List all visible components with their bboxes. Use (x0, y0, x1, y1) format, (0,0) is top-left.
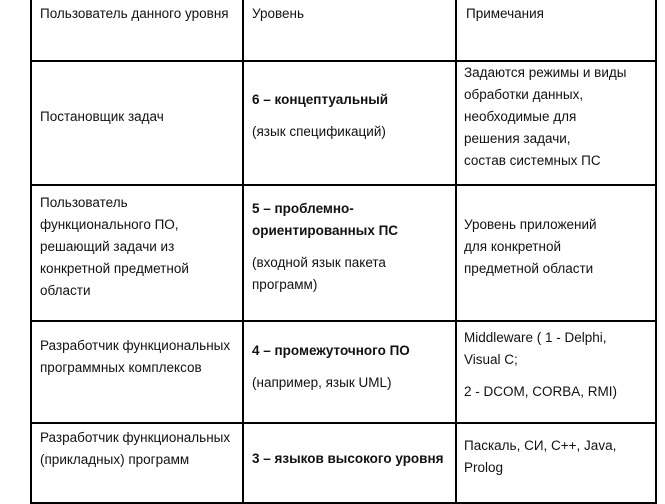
note-line: необходимые для (464, 109, 577, 124)
row-2-notes (464, 214, 654, 280)
row-2-user: Пользователь функционального ПО, решающий задачи из конкретной предметной области (40, 195, 189, 298)
note-line: Visual C; (464, 352, 518, 367)
grid-line (30, 502, 656, 504)
header-level: Уровень (252, 6, 305, 21)
header-user: Пользователь данного уровня (40, 6, 229, 21)
level-title: 4 – промежуточного ПО (252, 343, 410, 358)
row-1-user: Постановщик задач (40, 109, 164, 124)
note-line: для конкретной (464, 239, 561, 254)
note-line: состав системных ПС (464, 153, 601, 168)
row-3-user: Разработчик функциональных программных комплексов (40, 338, 231, 375)
note-line: обработки данных, (464, 87, 584, 102)
row-2-level (252, 198, 422, 296)
grid-line (30, 0, 32, 504)
row-1-notes (464, 62, 654, 172)
note-line: 2 - DCOM, CORBA, RMI) (464, 384, 618, 399)
row-3-notes (464, 327, 654, 403)
level-title: 6 – концептуальный (252, 92, 389, 107)
level-note: (язык спецификаций) (252, 124, 386, 139)
level-title: 5 – проблемно-ориентированных ПС (252, 201, 399, 238)
note-line: Prolog (464, 460, 504, 475)
grid-line (455, 0, 457, 504)
note-line: Задаются режимы и виды (464, 65, 627, 80)
row-4-level (252, 448, 452, 470)
grid-line (30, 184, 656, 186)
note-line: Middleware ( 1 - Delphi, (464, 330, 607, 345)
note-line: Уровень приложений (464, 217, 597, 232)
level-note: (например, язык UML) (252, 375, 392, 390)
grid-line (30, 422, 656, 424)
row-4-notes (464, 435, 654, 479)
grid-line (242, 0, 244, 504)
header-notes: Примечания (466, 6, 544, 21)
row-3-level (252, 340, 447, 394)
level-title: 3 – языков высокого уровня (252, 451, 444, 466)
note-line: предметной области (464, 261, 594, 276)
row-4-user: Разработчик функциональных (прикладных) программ (40, 430, 231, 467)
grid-line (30, 320, 656, 322)
note-line: Паскаль, СИ, С++, Java, (464, 438, 617, 453)
grid-line (655, 0, 657, 504)
note-line: решения задачи, (464, 131, 571, 146)
row-1-level (252, 89, 447, 143)
level-note: (входной язык пакета программ) (252, 255, 386, 292)
